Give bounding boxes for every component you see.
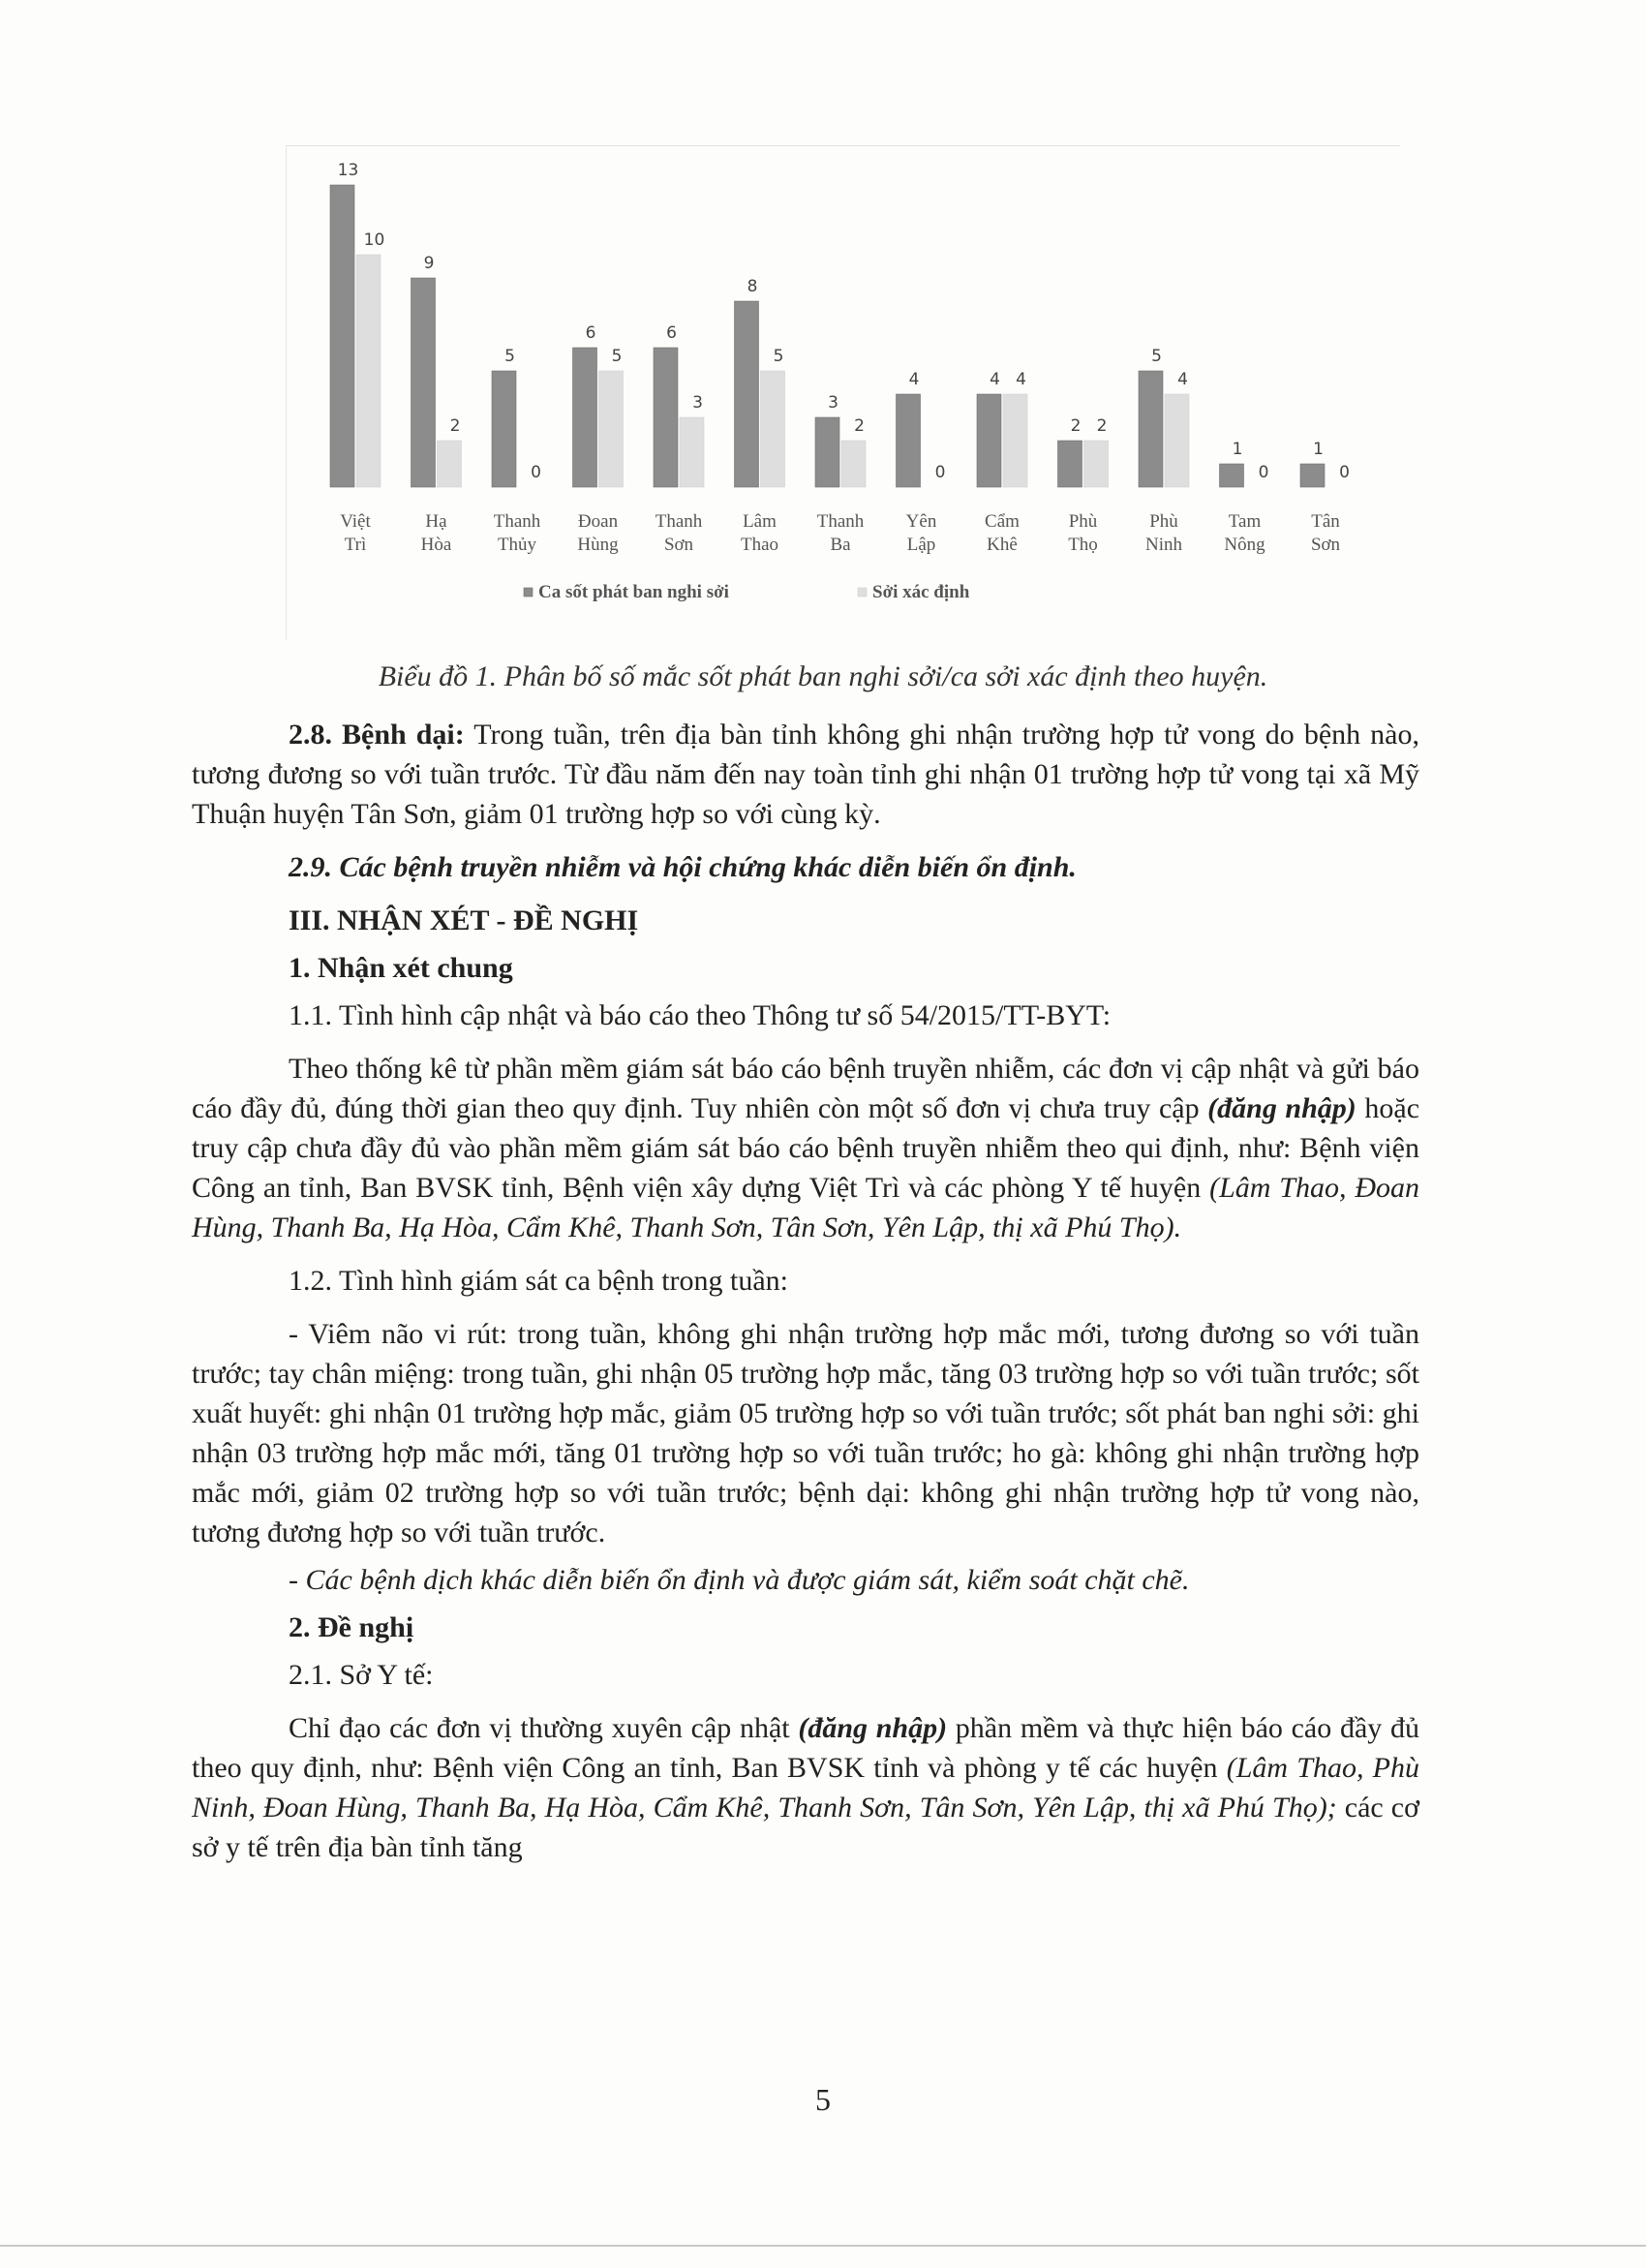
section-2-9: 2.9. Các bệnh truyền nhiễm và hội chứng khác diễn biến ổn định. [289,851,1077,883]
bar-suspected-2 [492,371,516,487]
data-label: 5 [1151,347,1162,367]
bar-suspected-4 [654,348,678,487]
bar-confirmed-5 [761,371,785,487]
paragraph-recommendation-a: Chỉ đạo các đơn vị thường xuyên cập nhật [289,1712,799,1744]
category-label: Phù [1068,511,1098,532]
paragraph-surveillance: - Viêm não vi rút: trong tuần, không ghi nhận trường hợp mắc mới, tương đương so với tuần trước; tay chân miệng: trong tuần, ghi nhận 05 trường hợp mắc, tăng 03 trường hợp so với tuần trước; sốt xuất huyết: ghi nhận 01 trường hợp mắc, giảm 05 trường hợp so với tuần trước; sốt phát ban nghi sởi: ghi nhận 03 trường hợp mắc mới, tăng 01 trường hợp so với tuần trước; ho gà: không ghi nhận trường hợp mắc mới, giảm 02 trường hợp so với tuần trước; bệnh dại: không ghi nhận trường hợp tử vong nào, tương đương hợp so với tuần trước. [192,1318,1419,1548]
data-label: 9 [423,254,435,274]
section-2-8 [192,715,1419,834]
section-2-8-title: 2.8. Bệnh dại: [289,719,465,751]
data-label: 0 [531,463,541,482]
category-label: Lập [906,535,936,555]
page-bottom-rule [0,2245,1646,2247]
data-label: 5 [611,347,623,367]
category-label: Thủy [497,535,537,555]
section-2-heading [192,1608,1419,1647]
category-label: Khê [987,535,1018,555]
legend-label-0: Ca sốt phát ban nghi sởi [538,582,729,602]
bar-suspected-1 [412,278,436,487]
category-label: Thao [740,535,779,555]
data-label: 4 [1016,370,1026,390]
bar-confirmed-4 [680,417,704,487]
data-label: 4 [908,370,920,390]
bar-suspected-0 [330,185,354,487]
category-label: Hạ [425,511,447,532]
page-number: 5 [815,2082,831,2117]
data-label: 5 [773,347,784,367]
data-label: 10 [363,230,385,251]
category-label: Ba [830,535,851,555]
section-3-heading [192,901,1419,940]
legend-swatch-0 [524,588,533,597]
chart-frame [286,145,1400,640]
chart-caption: Biểu đồ 1. Phân bố số mắc sốt phát ban nghi sởi/ca sởi xác định theo huyện. [378,660,1268,692]
bar-suspected-5 [735,301,759,487]
bar-suspected-7 [897,394,921,487]
category-label: Thanh [655,511,703,532]
bar-confirmed-9 [1084,441,1109,487]
data-label: 2 [1096,416,1108,437]
section-2-1: 2.1. Sở Y tế: [289,1659,434,1691]
category-label: Tân [1311,511,1340,532]
category-label: Yên [905,511,937,532]
section-1-heading [192,948,1419,988]
section-2-title: 2. Đề nghị [289,1611,414,1643]
paragraph-reporting-c: hoặc truy cập chưa đầy đủ vào phần mềm giám sát báo cáo bệnh truyền nhiễm theo qui định, như: Bệnh viện Công an tỉnh, Ban BVSK tỉnh, Bệnh viện xây dựng Việt Trì và các phòng Y tế huyện [192,1092,1420,1204]
bar-suspected-3 [573,348,597,487]
data-label: 3 [692,393,703,414]
section-1-2: 1.2. Tình hình giám sát ca bệnh trong tuần: [289,1265,789,1297]
data-label: 0 [1339,463,1350,482]
category-label: Việt [340,511,371,532]
paragraph-recommendation [192,1708,1419,1867]
category-label: Ninh [1145,535,1182,555]
data-label: 8 [747,277,758,297]
category-label: Hùng [577,535,619,555]
category-label: Thọ [1068,535,1098,555]
category-label: Nông [1224,535,1265,555]
bar-confirmed-3 [599,371,624,487]
data-label: 4 [1177,370,1188,390]
bar-confirmed-1 [438,441,462,487]
paragraph-reporting-a: Theo thống kê từ phần mềm giám sát báo cáo bệnh truyền nhiễm, các đơn vị cập nhật và gửi báo cáo đầy đủ, đúng thời gian theo quy định. Tuy nhiên còn một số đơn vị chưa truy cập [192,1053,1419,1124]
paragraph-reporting-d: (Lâm Thao, Đoan Hùng, Thanh Ba, Hạ Hòa, Cẩm Khê, Thanh Sơn, Tân Sơn, Yên Lập, thị xã Phú Thọ). [192,1172,1419,1243]
bar-confirmed-0 [356,255,381,487]
category-label: Thanh [816,511,865,532]
bar-confirmed-6 [841,441,866,487]
district-bar-chart [287,146,1400,640]
category-label: Thanh [493,511,541,532]
category-label: Lâm [743,511,777,532]
category-label: Sơn [1310,535,1341,555]
data-label: 3 [828,393,838,414]
data-label: 5 [504,347,515,367]
data-label: 2 [854,416,865,437]
section-1-title: 1. Nhận xét chung [289,952,513,984]
data-label: 0 [1258,463,1269,482]
category-label: Đoan [577,511,619,532]
bar-confirmed-8 [1003,394,1027,487]
category-label: Sơn [663,535,694,555]
paragraph-other-diseases: - Các bệnh dịch khác diễn biến ổn định và được giám sát, kiểm soát chặt chẽ. [289,1564,1190,1596]
data-label: 0 [934,463,946,482]
category-label: Tam [1228,511,1262,532]
section-1-1: 1.1. Tình hình cập nhật và báo cáo theo Thông tư số 54/2015/TT-BYT: [289,999,1112,1031]
bar-suspected-8 [977,394,1001,487]
document-body [192,715,1419,1867]
data-label: 2 [449,416,461,437]
data-label: 6 [666,323,677,344]
category-label: Hòa [420,535,452,555]
data-label: 13 [337,161,359,181]
data-label: 4 [990,370,1000,390]
paragraph-recommendation-e: các cơ sở y tế trên địa bàn tỉnh tăng [192,1792,1419,1863]
section-3-title: III. NHẬN XÉT - ĐỀ NGHỊ [289,904,639,936]
paragraph-recommendation-d: (Lâm Thao, Phù Ninh, Đoan Hùng, Thanh Ba, Hạ Hòa, Cẩm Khê, Thanh Sơn, Tân Sơn, Yên Lập, thị xã Phú Thọ); [192,1752,1419,1824]
category-label: Phù [1149,511,1178,532]
paragraph-reporting-b: (đăng nhập) [1207,1092,1356,1124]
data-label: 1 [1313,440,1324,460]
bar-suspected-11 [1220,464,1244,487]
bar-confirmed-10 [1165,394,1189,487]
category-label: Cẩm [985,511,1020,532]
bar-suspected-12 [1300,464,1325,487]
paragraph-recommendation-c: phần mềm và thực hiện báo cáo đầy đủ theo quy định, như: Bệnh viện Công an tỉnh, Ban BVSK tỉnh và phòng y tế các huyện [192,1712,1419,1784]
paragraph-reporting [192,1049,1419,1247]
bar-suspected-9 [1058,441,1082,487]
data-label: 2 [1070,416,1082,437]
bar-suspected-6 [815,417,839,487]
legend-swatch-1 [858,588,867,597]
section-2-8-text: Trong tuần, trên địa bàn tỉnh không ghi nhận trường hợp tử vong do bệnh nào, tương đương so với tuần trước. Từ đầu năm đến nay toàn tỉnh ghi nhận 01 trường hợp tử vong tại xã Mỹ Thuận huyện Tân Sơn, giảm 01 trường hợp so với cùng kỳ. [192,719,1419,830]
data-label: 1 [1232,440,1243,460]
legend-label-1: Sởi xác định [872,582,970,602]
category-label: Trì [344,535,367,555]
bar-suspected-10 [1139,371,1163,487]
data-label: 6 [585,323,596,344]
paragraph-recommendation-b: (đăng nhập) [798,1712,948,1744]
